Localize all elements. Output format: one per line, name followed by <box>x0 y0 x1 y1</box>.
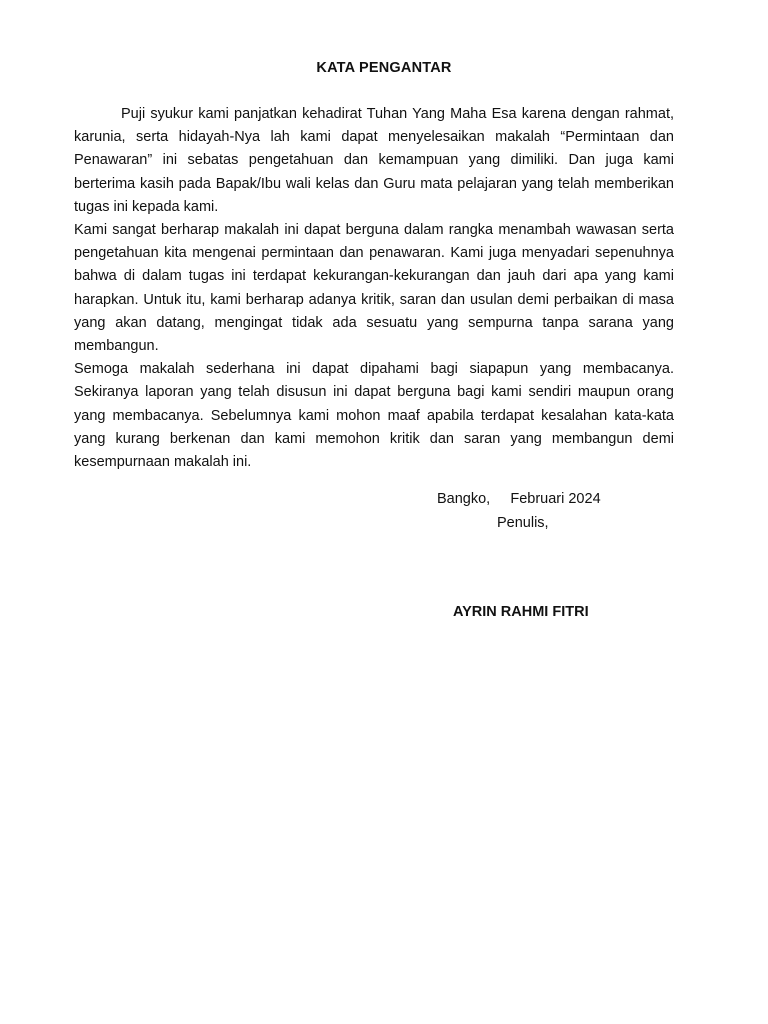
body-text <box>74 103 674 474</box>
page-title: KATA PENGANTAR <box>316 60 452 76</box>
signature-place-date: Bangko, Februari 2024 <box>437 491 601 507</box>
signature-role: Penulis, <box>497 515 549 531</box>
paragraph-2: Kami sangat berharap makalah ini dapat berguna dalam rangka menambah wawasan serta pengetahuan kita mengenai permintaan dan penawaran. Kami juga menyadari sepenuhnya bahwa di dalam tugas ini terdapat kekurangan-kekurangan dan jauh dari apa yang kami harapkan. Untuk itu, kami berharap adanya kritik, saran dan usulan demi perbaikan di masa yang akan datang, mengingat tidak ada sesuatu yang sempurna tanpa sarana yang membangun. <box>74 222 674 355</box>
signature-name: AYRIN RAHMI FITRI <box>453 604 589 620</box>
paragraph-3: Semoga makalah sederhana ini dapat dipahami bagi siapapun yang membacanya. Sekiranya laporan yang telah disusun ini dapat berguna bagi kami sendiri maupun orang yang membacanya. Sebelumnya kami mohon maaf apabila terdapat kesalahan kata-kata yang kurang berkenan dan kami memohon kritik dan saran yang membangun demi kesempurnaan makalah ini. <box>74 361 674 471</box>
paragraph-1: Puji syukur kami panjatkan kehadirat Tuhan Yang Maha Esa karena dengan rahmat, karunia, serta hidayah-Nya lah kami dapat menyelesaikan makalah “Permintaan dan Penawaran” ini sebatas pengetahuan dan kemampuan yang dimiliki. Dan juga kami berterima kasih pada Bapak/Ibu wali kelas dan Guru mata pelajaran yang telah memberikan tugas ini kepada kami. <box>74 106 674 215</box>
